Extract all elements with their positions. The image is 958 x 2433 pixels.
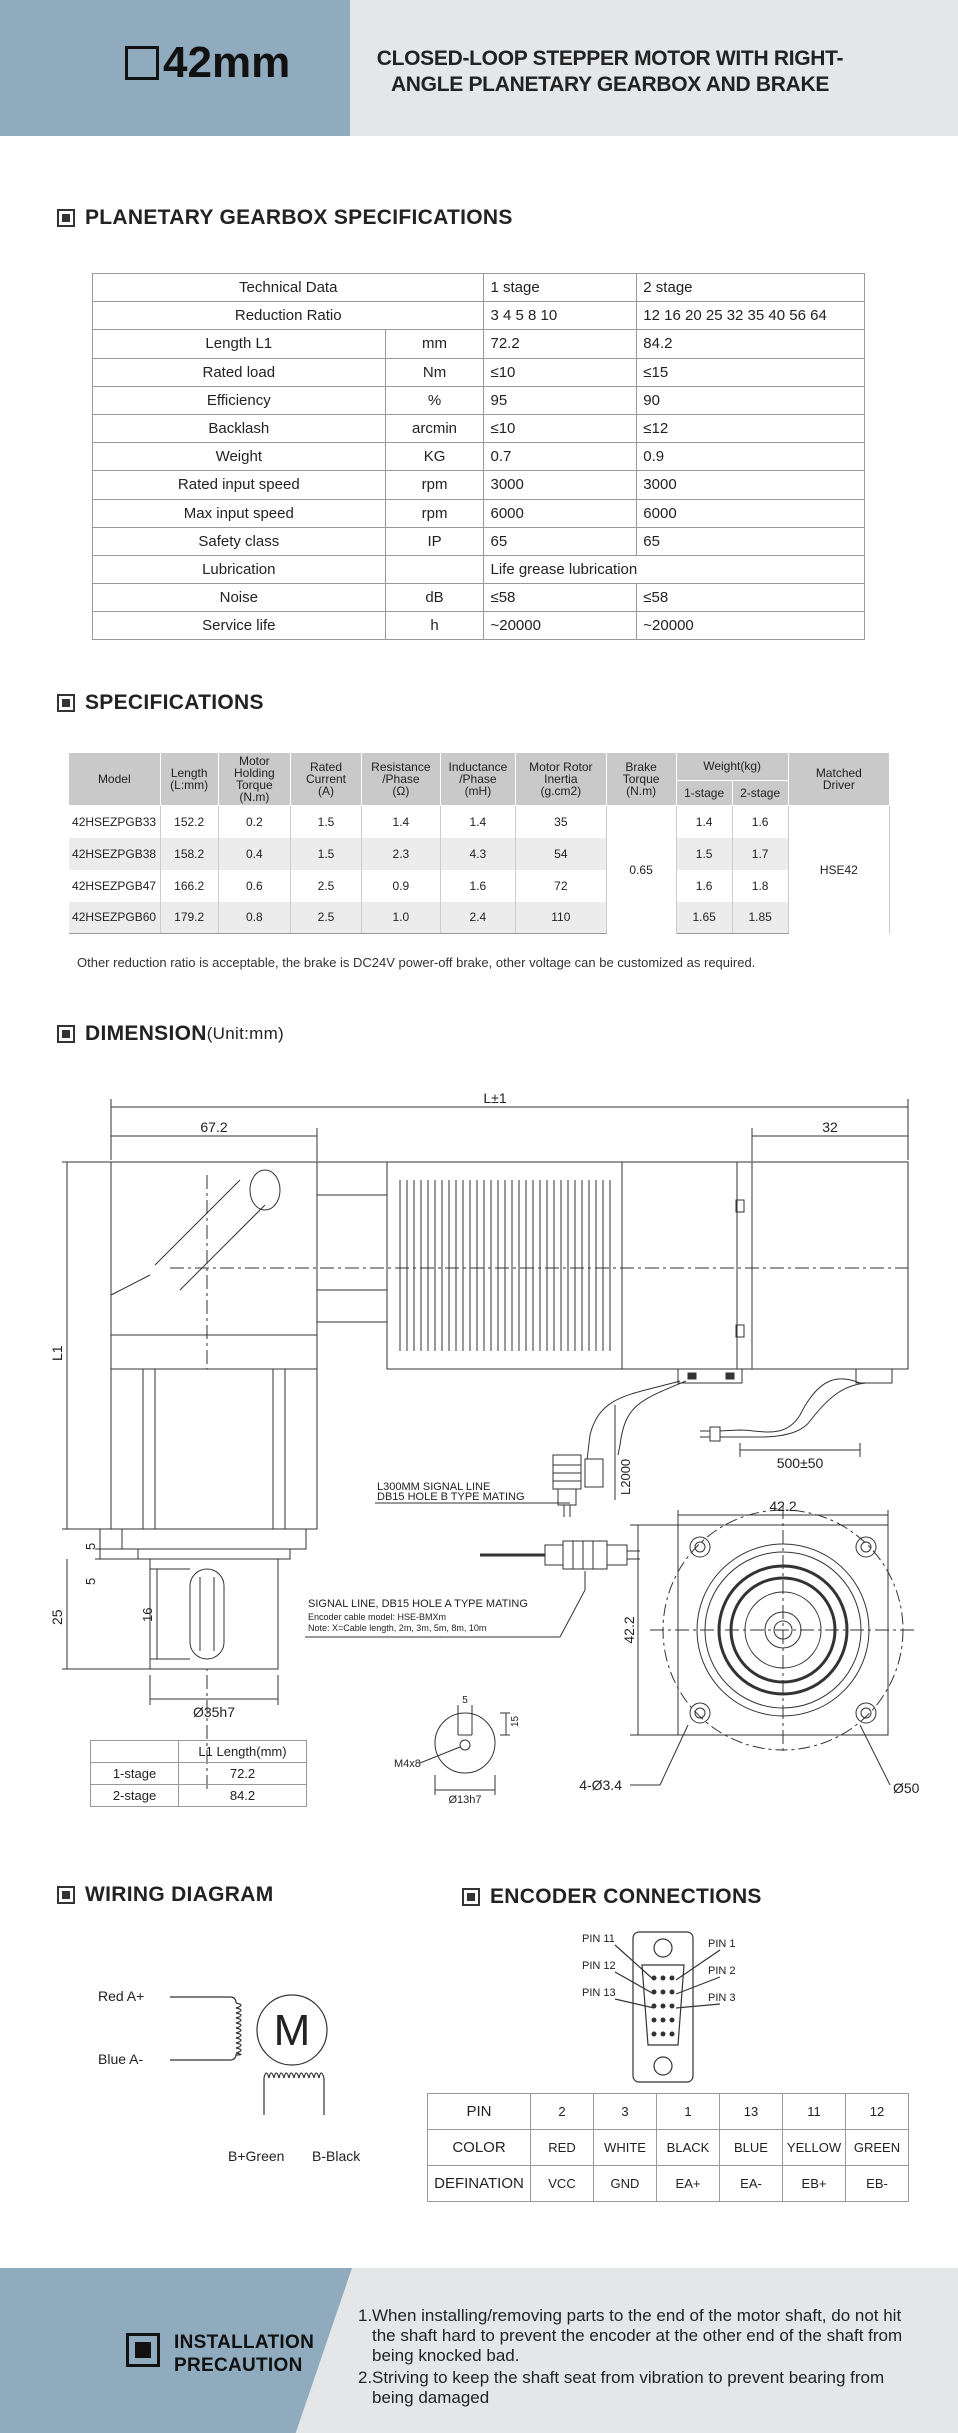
precaution-list bbox=[358, 2306, 918, 2410]
gearbox-row bbox=[93, 584, 865, 612]
dim-total-length: L±1 bbox=[483, 1090, 507, 1106]
weight-1stage: 1.6 bbox=[676, 870, 732, 902]
param-unit: dB bbox=[385, 584, 484, 612]
param-name: Lubrication bbox=[93, 555, 386, 583]
inertia: 35 bbox=[516, 806, 607, 838]
param-unit: arcmin bbox=[385, 414, 484, 442]
stage1-value: 6000 bbox=[484, 499, 637, 527]
current: 1.5 bbox=[290, 806, 361, 838]
encoder-row-label: PIN bbox=[428, 2094, 531, 2130]
dim-thread: M4x8 bbox=[394, 1758, 421, 1770]
param-name: Weight bbox=[93, 443, 386, 471]
wire-color: WHITE bbox=[594, 2130, 657, 2166]
gearbox-row bbox=[93, 414, 865, 442]
dim-25: 25 bbox=[49, 1609, 65, 1625]
spec-row bbox=[69, 870, 890, 902]
weight-2stage: 1.8 bbox=[732, 870, 788, 902]
signal-definition: EB- bbox=[846, 2166, 909, 2202]
gearbox-row bbox=[93, 302, 865, 330]
stage1-value: 3000 bbox=[484, 471, 637, 499]
l1-length-table bbox=[90, 1740, 307, 1807]
section-icon bbox=[462, 1888, 480, 1906]
length: 166.2 bbox=[160, 870, 218, 902]
connector-pin bbox=[670, 2004, 675, 2009]
inductance: 2.4 bbox=[440, 902, 515, 934]
connector-pin bbox=[670, 1976, 675, 1981]
spec-row bbox=[69, 902, 890, 934]
dim-key-width: 5 bbox=[462, 1695, 468, 1706]
connector-pin bbox=[670, 2032, 675, 2037]
pin: 1 bbox=[657, 2094, 720, 2130]
signal-a-line2: Encoder cable model: HSE-BMXm bbox=[308, 1612, 447, 1622]
encoder-section-title bbox=[462, 1885, 762, 1909]
connector-pin bbox=[652, 2018, 657, 2023]
dim-l1: L1 bbox=[49, 1345, 65, 1361]
resistance: 2.3 bbox=[362, 838, 441, 870]
signal-definition: EA- bbox=[720, 2166, 783, 2202]
dim-flange-height: 42.2 bbox=[621, 1616, 637, 1644]
th-resistance: Resistance /Phase (Ω) bbox=[362, 753, 441, 806]
dim-5a: 5 bbox=[83, 1542, 98, 1550]
dim-flange-width: 42.2 bbox=[769, 1498, 797, 1514]
gearbox-row bbox=[93, 527, 865, 555]
stage2-value: 90 bbox=[637, 386, 865, 414]
size-value: 42mm bbox=[163, 38, 291, 87]
brake-torque: 0.65 bbox=[606, 806, 676, 934]
torque: 0.8 bbox=[218, 902, 290, 934]
connector-pin bbox=[652, 2032, 657, 2037]
stage2-value: 65 bbox=[637, 527, 865, 555]
matched-driver: HSE42 bbox=[788, 806, 889, 934]
current: 2.5 bbox=[290, 902, 361, 934]
param-name: Noise bbox=[93, 584, 386, 612]
stage1-value: ~20000 bbox=[484, 612, 637, 640]
th-weight-1stage: 1-stage bbox=[676, 780, 732, 805]
stage1-value: ≤10 bbox=[484, 358, 637, 386]
signal-b-line1: L300MM SIGNAL LINE bbox=[377, 1481, 491, 1493]
gearbox-row bbox=[93, 274, 865, 302]
inductance: 1.4 bbox=[440, 806, 515, 838]
encoder-table bbox=[427, 2093, 909, 2202]
signal-b-line2: DB15 HOLE B TYPE MATING bbox=[377, 1491, 525, 1503]
param-name: Efficiency bbox=[93, 386, 386, 414]
weight-1stage: 1.4 bbox=[676, 806, 732, 838]
th-inductance: Inductance /Phase (mH) bbox=[440, 753, 515, 806]
stage1-value: 0.7 bbox=[484, 443, 637, 471]
dim-motor-tail: 32 bbox=[822, 1119, 838, 1135]
precaution-title-line1: INSTALLATION bbox=[174, 2332, 315, 2353]
product-title bbox=[370, 46, 850, 98]
connector-pin bbox=[661, 1976, 666, 1981]
gearbox-section-title bbox=[57, 206, 513, 230]
inertia: 110 bbox=[516, 902, 607, 934]
resistance: 1.0 bbox=[362, 902, 441, 934]
stage2-value: 3000 bbox=[637, 471, 865, 499]
pin-label: PIN 13 bbox=[582, 1987, 616, 1999]
spec-row bbox=[69, 838, 890, 870]
l1-header-blank bbox=[91, 1741, 179, 1763]
encoder-section-label: ENCODER CONNECTIONS bbox=[490, 1885, 762, 1908]
encoder-row bbox=[428, 2094, 909, 2130]
param-unit: IP bbox=[385, 527, 484, 555]
wire-black: B-Black bbox=[312, 2148, 361, 2164]
wiring-diagram bbox=[90, 1975, 390, 2175]
l1-value: 84.2 bbox=[179, 1785, 307, 1807]
dim-cable-length: L2000 bbox=[618, 1458, 633, 1495]
pin-label: PIN 11 bbox=[582, 1933, 615, 1945]
encoder-row bbox=[428, 2130, 909, 2166]
gearbox-spec-table bbox=[92, 273, 865, 640]
precaution-title bbox=[174, 2331, 314, 2377]
length: 179.2 bbox=[160, 902, 218, 934]
encoder-row-label: DEFINATION bbox=[428, 2166, 531, 2202]
param-name: Safety class bbox=[93, 527, 386, 555]
current: 1.5 bbox=[290, 838, 361, 870]
gearbox-row bbox=[93, 386, 865, 414]
wire-color: BLUE bbox=[720, 2130, 783, 2166]
l1-value: 72.2 bbox=[179, 1763, 307, 1785]
precaution-item bbox=[358, 2306, 918, 2366]
stage2-value: ≤15 bbox=[637, 358, 865, 386]
pin: 2 bbox=[531, 2094, 594, 2130]
th-weight: Weight(kg) bbox=[676, 753, 788, 781]
gearbox-row bbox=[93, 612, 865, 640]
current: 2.5 bbox=[290, 870, 361, 902]
dim-pitch-dia: Ø50 bbox=[893, 1780, 920, 1796]
length: 158.2 bbox=[160, 838, 218, 870]
param-unit: rpm bbox=[385, 471, 484, 499]
resistance: 1.4 bbox=[362, 806, 441, 838]
param-name: Backlash bbox=[93, 414, 386, 442]
gearbox-row bbox=[93, 358, 865, 386]
param-name: Technical Data bbox=[93, 274, 484, 302]
precaution-icon bbox=[126, 2333, 160, 2367]
stage1-value: 72.2 bbox=[484, 330, 637, 358]
wire-color: GREEN bbox=[846, 2130, 909, 2166]
gearbox-section-label: PLANETARY GEARBOX SPECIFICATIONS bbox=[85, 206, 513, 229]
gearbox-row bbox=[93, 443, 865, 471]
wiring-section-label: WIRING DIAGRAM bbox=[85, 1883, 274, 1906]
length: 152.2 bbox=[160, 806, 218, 838]
signal-a-line3: Note: X=Cable length, 2m, 3m, 5m, 8m, 10m bbox=[308, 1623, 487, 1633]
weight-1stage: 1.5 bbox=[676, 838, 732, 870]
encoder-row bbox=[428, 2166, 909, 2202]
stage1-value: 95 bbox=[484, 386, 637, 414]
param-unit: % bbox=[385, 386, 484, 414]
stage-value: Life grease lubrication bbox=[484, 555, 865, 583]
precaution-num: 2. bbox=[358, 2368, 373, 2387]
stage1-value: 1 stage bbox=[484, 274, 637, 302]
inertia: 72 bbox=[516, 870, 607, 902]
section-icon bbox=[57, 694, 75, 712]
param-name: Service life bbox=[93, 612, 386, 640]
section-icon bbox=[57, 1025, 75, 1043]
wire-color: BLACK bbox=[657, 2130, 720, 2166]
pin: 11 bbox=[783, 2094, 846, 2130]
th-length: Length (L:mm) bbox=[160, 753, 218, 806]
wire-blue: Blue A- bbox=[98, 2051, 144, 2067]
pin: 3 bbox=[594, 2094, 657, 2130]
inductance: 4.3 bbox=[440, 838, 515, 870]
connector-pin bbox=[661, 2004, 666, 2009]
param-name: Rated load bbox=[93, 358, 386, 386]
stage1-value: ≤58 bbox=[484, 584, 637, 612]
pin: 12 bbox=[846, 2094, 909, 2130]
weight-1stage: 1.65 bbox=[676, 902, 732, 934]
precaution-num: 1. bbox=[358, 2306, 373, 2325]
th-driver: Matched Driver bbox=[788, 753, 889, 806]
dim-key-depth: 15 bbox=[510, 1715, 521, 1727]
connector-pin bbox=[661, 2032, 666, 2037]
signal-definition: GND bbox=[594, 2166, 657, 2202]
pin-label: PIN 12 bbox=[582, 1960, 616, 1972]
gearbox-row bbox=[93, 499, 865, 527]
dim-shaft-small: Ø13h7 bbox=[448, 1794, 482, 1806]
model: 42HSEZPGB47 bbox=[69, 870, 161, 902]
specs-section-label: SPECIFICATIONS bbox=[85, 691, 264, 714]
model: 42HSEZPGB33 bbox=[69, 806, 161, 838]
th-current: Rated Current (A) bbox=[290, 753, 361, 806]
wire-color: RED bbox=[531, 2130, 594, 2166]
l1-header: L1 Length(mm) bbox=[179, 1741, 307, 1763]
wiring-section-title bbox=[57, 1883, 274, 1907]
connector-pin bbox=[661, 1990, 666, 1995]
specs-section-title bbox=[57, 691, 264, 715]
dimension-section-label: DIMENSION bbox=[85, 1022, 207, 1045]
l1-stage: 1-stage bbox=[91, 1763, 179, 1785]
wire-color: YELLOW bbox=[783, 2130, 846, 2166]
motor-letter: M bbox=[273, 2006, 311, 2055]
precaution-text: Striving to keep the shaft seat from vibration to prevent bearing from being damaged bbox=[372, 2368, 885, 2407]
pin-label: PIN 1 bbox=[708, 1938, 736, 1950]
th-inertia: Motor Rotor Inertia (g.cm2) bbox=[516, 753, 607, 806]
product-title-line1: CLOSED-LOOP STEPPER MOTOR WITH RIGHT- bbox=[376, 47, 844, 70]
param-unit: mm bbox=[385, 330, 484, 358]
th-torque: Motor Holding Torque (N.m) bbox=[218, 753, 290, 806]
spec-note: Other reduction ratio is acceptable, the brake is DC24V power-off brake, other voltage can be customized as required. bbox=[77, 955, 756, 970]
param-name: Rated input speed bbox=[93, 471, 386, 499]
stage2-value: 2 stage bbox=[637, 274, 865, 302]
size-title bbox=[125, 38, 290, 88]
model: 42HSEZPGB60 bbox=[69, 902, 161, 934]
stage2-value: ~20000 bbox=[637, 612, 865, 640]
signal-definition: EA+ bbox=[657, 2166, 720, 2202]
precaution-text: When installing/removing parts to the end of the motor shaft, do not hit the shaft hard to prevent the encoder at the other end of the shaft from being knocked bad. bbox=[372, 2306, 903, 2365]
stage2-value: 6000 bbox=[637, 499, 865, 527]
param-name: Reduction Ratio bbox=[93, 302, 484, 330]
encoder-row-label: COLOR bbox=[428, 2130, 531, 2166]
dimension-unit: (Unit:mm) bbox=[206, 1024, 285, 1043]
inertia: 54 bbox=[516, 838, 607, 870]
stage2-value: 0.9 bbox=[637, 443, 865, 471]
param-name: Length L1 bbox=[93, 330, 386, 358]
gearbox-row bbox=[93, 555, 865, 583]
resistance: 0.9 bbox=[362, 870, 441, 902]
connector-pin bbox=[670, 1990, 675, 1995]
th-brake: Brake Torque (N.m) bbox=[606, 753, 676, 806]
param-unit: KG bbox=[385, 443, 484, 471]
footer bbox=[0, 2268, 958, 2433]
weight-2stage: 1.85 bbox=[732, 902, 788, 934]
stage2-value: ≤58 bbox=[637, 584, 865, 612]
pin: 13 bbox=[720, 2094, 783, 2130]
dimension-section-title bbox=[57, 1022, 284, 1046]
dim-holes: 4-Ø3.4 bbox=[579, 1777, 622, 1793]
signal-definition: VCC bbox=[531, 2166, 594, 2202]
section-icon bbox=[57, 1886, 75, 1904]
dim-5b: 5 bbox=[83, 1577, 98, 1585]
stage1-value: 65 bbox=[484, 527, 637, 555]
db15-connector-drawing bbox=[570, 1920, 770, 2085]
dim-gear-length: 67.2 bbox=[200, 1119, 228, 1135]
precaution-item bbox=[358, 2368, 918, 2408]
th-weight-2stage: 2-stage bbox=[732, 780, 788, 805]
header bbox=[0, 0, 958, 136]
l1-stage: 2-stage bbox=[91, 1785, 179, 1807]
torque: 0.4 bbox=[218, 838, 290, 870]
section-icon bbox=[57, 209, 75, 227]
stage1-value: ≤10 bbox=[484, 414, 637, 442]
inductance: 1.6 bbox=[440, 870, 515, 902]
torque: 0.6 bbox=[218, 870, 290, 902]
dim-cable-end: 500±50 bbox=[776, 1455, 824, 1471]
gearbox-row bbox=[93, 471, 865, 499]
wire-red: Red A+ bbox=[98, 1988, 145, 2004]
stage1-value: 3 4 5 8 10 bbox=[484, 302, 637, 330]
weight-2stage: 1.6 bbox=[732, 806, 788, 838]
square-icon bbox=[125, 46, 159, 80]
wire-green: B+Green bbox=[228, 2148, 285, 2164]
dim-16: 16 bbox=[140, 1607, 155, 1622]
signal-a-line1: SIGNAL LINE, DB15 HOLE A TYPE MATING bbox=[308, 1598, 528, 1610]
param-unit: rpm bbox=[385, 499, 484, 527]
signal-definition: EB+ bbox=[783, 2166, 846, 2202]
param-name: Max input speed bbox=[93, 499, 386, 527]
pin-label: PIN 3 bbox=[708, 1992, 736, 2004]
weight-2stage: 1.7 bbox=[732, 838, 788, 870]
param-unit: Nm bbox=[385, 358, 484, 386]
motor-spec-table bbox=[68, 752, 890, 934]
gearbox-row bbox=[93, 330, 865, 358]
stage2-value: 12 16 20 25 32 35 40 56 64 bbox=[637, 302, 865, 330]
dim-shaft-dia: Ø35h7 bbox=[192, 1704, 236, 1720]
connector-pin bbox=[670, 2018, 675, 2023]
precaution-title-line2: PRECAUTION bbox=[174, 2355, 303, 2376]
connector-pin bbox=[661, 2018, 666, 2023]
product-title-line2: ANGLE PLANETARY GEARBOX AND BRAKE bbox=[390, 73, 830, 96]
stage2-value: ≤12 bbox=[637, 414, 865, 442]
stage2-value: 84.2 bbox=[637, 330, 865, 358]
model: 42HSEZPGB38 bbox=[69, 838, 161, 870]
param-unit bbox=[385, 555, 484, 583]
spec-row bbox=[69, 806, 890, 838]
pin-label: PIN 2 bbox=[708, 1965, 736, 1977]
th-model: Model bbox=[69, 753, 161, 806]
torque: 0.2 bbox=[218, 806, 290, 838]
param-unit: h bbox=[385, 612, 484, 640]
